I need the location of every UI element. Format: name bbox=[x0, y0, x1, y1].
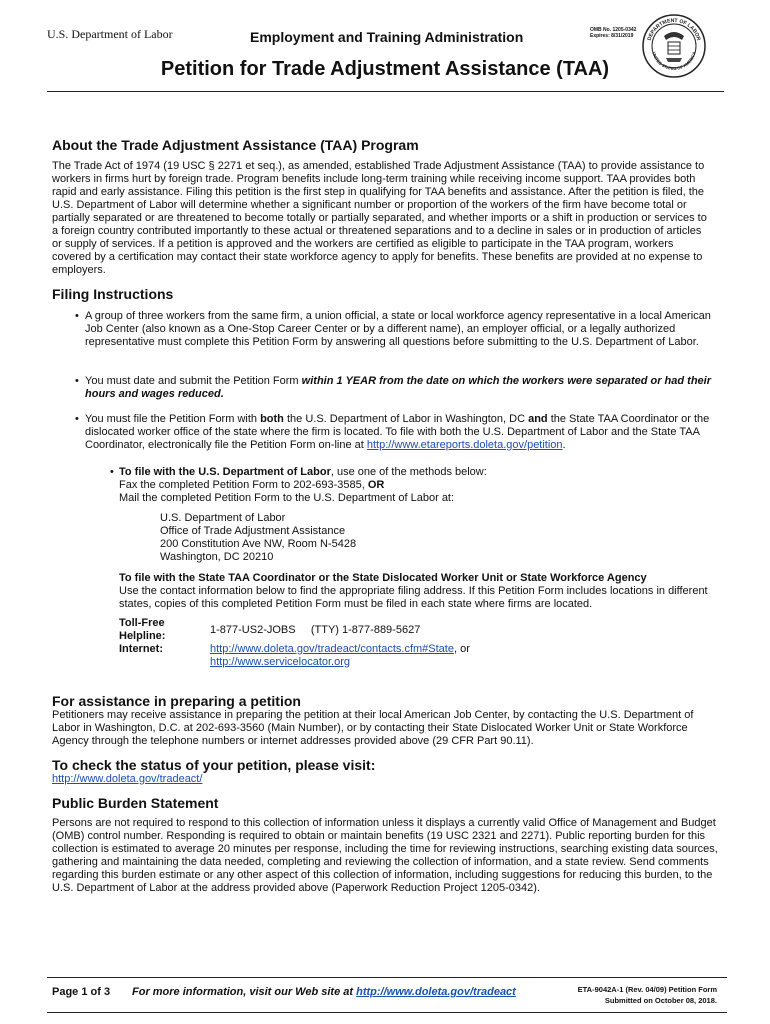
filing-bullet-3 bbox=[85, 413, 715, 452]
servicelocator-link[interactable]: http://www.servicelocator.org bbox=[210, 656, 351, 668]
tradeact-status-link[interactable]: http://www.doleta.gov/tradeact/ bbox=[52, 773, 203, 785]
bullet-icon: • bbox=[75, 413, 79, 425]
filing-bullet-3-mid: the U.S. Department of Labor in Washington, DC bbox=[286, 413, 526, 425]
filing-bullet-3-and: and bbox=[528, 413, 548, 425]
mail-line: Mail the completed Petition Form to the U.S. Department of Labor at: bbox=[119, 492, 455, 504]
internet-or: , or bbox=[453, 643, 470, 655]
filing-bullet-3-post: the State TAA Coordinator or the dislocated worker office of the state where the firm is located. To file with both the U.S. Department of Labor and the State TAA Coordinator, electronically file the Petition Form on-line at bbox=[85, 413, 710, 451]
dol-filing-rest: , use one of the methods below: bbox=[330, 466, 487, 478]
mailing-address bbox=[160, 512, 356, 564]
footer-rule-bottom bbox=[47, 1012, 727, 1013]
address-line-3: 200 Constitution Ave NW, Room N-5428 bbox=[160, 538, 357, 550]
internet-links bbox=[210, 643, 470, 669]
footer-form-info bbox=[520, 984, 717, 1006]
state-filing-block bbox=[119, 572, 719, 611]
seal-text-bottom: UNITED STATES OF AMERICA bbox=[651, 51, 697, 72]
filing-bullet-3-both: both bbox=[260, 413, 284, 425]
about-heading: About the Trade Adjustment Assistance (TAA) Program bbox=[52, 137, 419, 153]
form-id: ETA-9042A-1 (Rev. 04/09) Petition Form bbox=[577, 985, 717, 994]
bullet-icon: • bbox=[75, 310, 79, 322]
fax-or: OR bbox=[367, 479, 385, 491]
submitted-date: Submitted on October 08, 2018. bbox=[604, 996, 717, 1005]
footer-more-text: For more information, visit our Web site at bbox=[132, 986, 354, 998]
tollfree-label: Toll-Free Helpline: bbox=[119, 617, 166, 642]
title-rule bbox=[47, 91, 724, 92]
address-line-4: Washington, DC 20210 bbox=[160, 551, 274, 563]
footer-more-info bbox=[132, 986, 516, 998]
filing-bullet-3-end: . bbox=[562, 439, 566, 451]
state-filing-heading: To file with the State TAA Coordinator or the State Dislocated Worker Unit or State Workforce Agency bbox=[119, 572, 647, 584]
bullet-icon: • bbox=[75, 375, 79, 387]
internet-label: Internet: bbox=[119, 643, 163, 655]
page-title: Petition for Trade Adjustment Assistance (TAA) bbox=[160, 58, 610, 80]
department-name: U.S. Department of Labor bbox=[47, 27, 173, 41]
page-number: Page 1 of 3 bbox=[52, 986, 111, 998]
seal-text-top: DEPARTMENT OF LABOR bbox=[646, 17, 702, 42]
burden-heading: Public Burden Statement bbox=[52, 795, 219, 811]
state-contacts-link[interactable]: http://www.doleta.gov/tradeact/contacts.cfm#State bbox=[210, 643, 454, 655]
address-line-1: U.S. Department of Labor bbox=[160, 512, 286, 524]
filing-bullet-1: A group of three workers from the same firm, a union official, a state or local workforce agency representative in a local American Job Center (also known as a One-Stop Career Center or by a different name), an employer official, or a legally authorized representative must complete this Petition Form by answering all questions before submitting to the U.S. Department of Labor. bbox=[85, 310, 711, 348]
footer-website-link[interactable]: http://www.doleta.gov/tradeact bbox=[356, 986, 516, 998]
state-filing-text: Use the contact information below to find the appropriate filing address. If this Petition Form includes locations in different states, copies of this completed Petition Form must be filed in each state where firms are located. bbox=[119, 585, 708, 610]
etareports-link[interactable]: http://www.etareports.doleta.gov/petition bbox=[366, 439, 563, 451]
omb-block bbox=[590, 27, 636, 39]
omb-number: OMB No. 1205-0342 bbox=[590, 27, 637, 33]
agency-name: Employment and Training Administration bbox=[250, 29, 524, 45]
about-text: The Trade Act of 1974 (19 USC § 2271 et seq.), as amended, established Trade Adjustment Assistance (TAA) to provide assistance to workers in firms hurt by foreign trade. Program benefits include long-term training while receiving income support. TAA provides both rapid and early assistance. Filing this petition is the first step in qualifying for TAA benefits and assistance. After the petition is filed, the U.S. Department of Labor will determine whether a significant number or proportion of the workers of the firm have become total or partially separated or are threatened to become totally or partially separated, and whether imports or a shift in production or services to a foreign country contributed importantly to these actual or threatened separations and to a decline in sales or in production of articles or supply of services. If a petition is approved and the workers are certified as eligible to participate in the TAA program, workers covered by a certification may contact their state workforce agency to apply for benefits. These benefits are provided at no expense to employers. bbox=[52, 160, 707, 276]
filing-bullet-2 bbox=[85, 375, 715, 401]
dol-filing-heading: To file with the U.S. Department of Labor bbox=[119, 466, 331, 478]
assist-heading: For assistance in preparing a petition bbox=[52, 693, 301, 709]
filing-heading: Filing Instructions bbox=[52, 286, 174, 302]
fax-line: Fax the completed Petition Form to 202-693-3585, bbox=[119, 479, 365, 491]
bullet-icon: • bbox=[110, 466, 114, 478]
filing-bullet-3-pre: You must file the Petition Form with bbox=[85, 413, 258, 425]
address-line-2: Office of Trade Adjustment Assistance bbox=[160, 525, 346, 537]
filing-bullet-2-text: You must date and submit the Petition Form bbox=[85, 375, 299, 387]
tollfree-value: 1-877-US2-JOBS (TTY) 1-877-889-5627 bbox=[210, 624, 421, 636]
status-heading: To check the status of your petition, please visit: bbox=[52, 757, 376, 773]
footer-rule-top bbox=[47, 977, 727, 978]
burden-text: Persons are not required to respond to this collection of information unless it displays a currently valid Office of Management and Budget (OMB) control number. Responding is required to obtain or maintain benefits (19 USC 2321 and 2271). Public reporting burden for this collection is estimated to average 20 minutes per response, including the time for reviewing instructions, searching existing data sources, gathering and maintaining the data needed, completing and reviewing the collection of information, and a state review. Send comments regarding this burden estimate or any other aspect of this collection of information, including suggestions for reducing this burden, to the U.S. Department of Labor at the address provided above (Paperwork Reduction Project 1205-0342). bbox=[52, 817, 718, 894]
assist-text: Petitioners may receive assistance in preparing the petition at their local American Job Center, by contacting the U.S. Department of Labor in Washington, D.C. at 202-693-3560 (Main Number), or by contacting their State Dislocated Worker Unit or State Workforce Agency through the telephone numbers or internet addresses provided above (29 CFR Part 90.11). bbox=[52, 709, 694, 747]
omb-expires: Expires: 8/31/2019 bbox=[590, 33, 634, 39]
dol-filing-block bbox=[119, 466, 709, 505]
filing-bullet-2-deadline: within 1 YEAR from the date on which the workers were separated or had their hours and wages reduced. bbox=[85, 375, 712, 400]
